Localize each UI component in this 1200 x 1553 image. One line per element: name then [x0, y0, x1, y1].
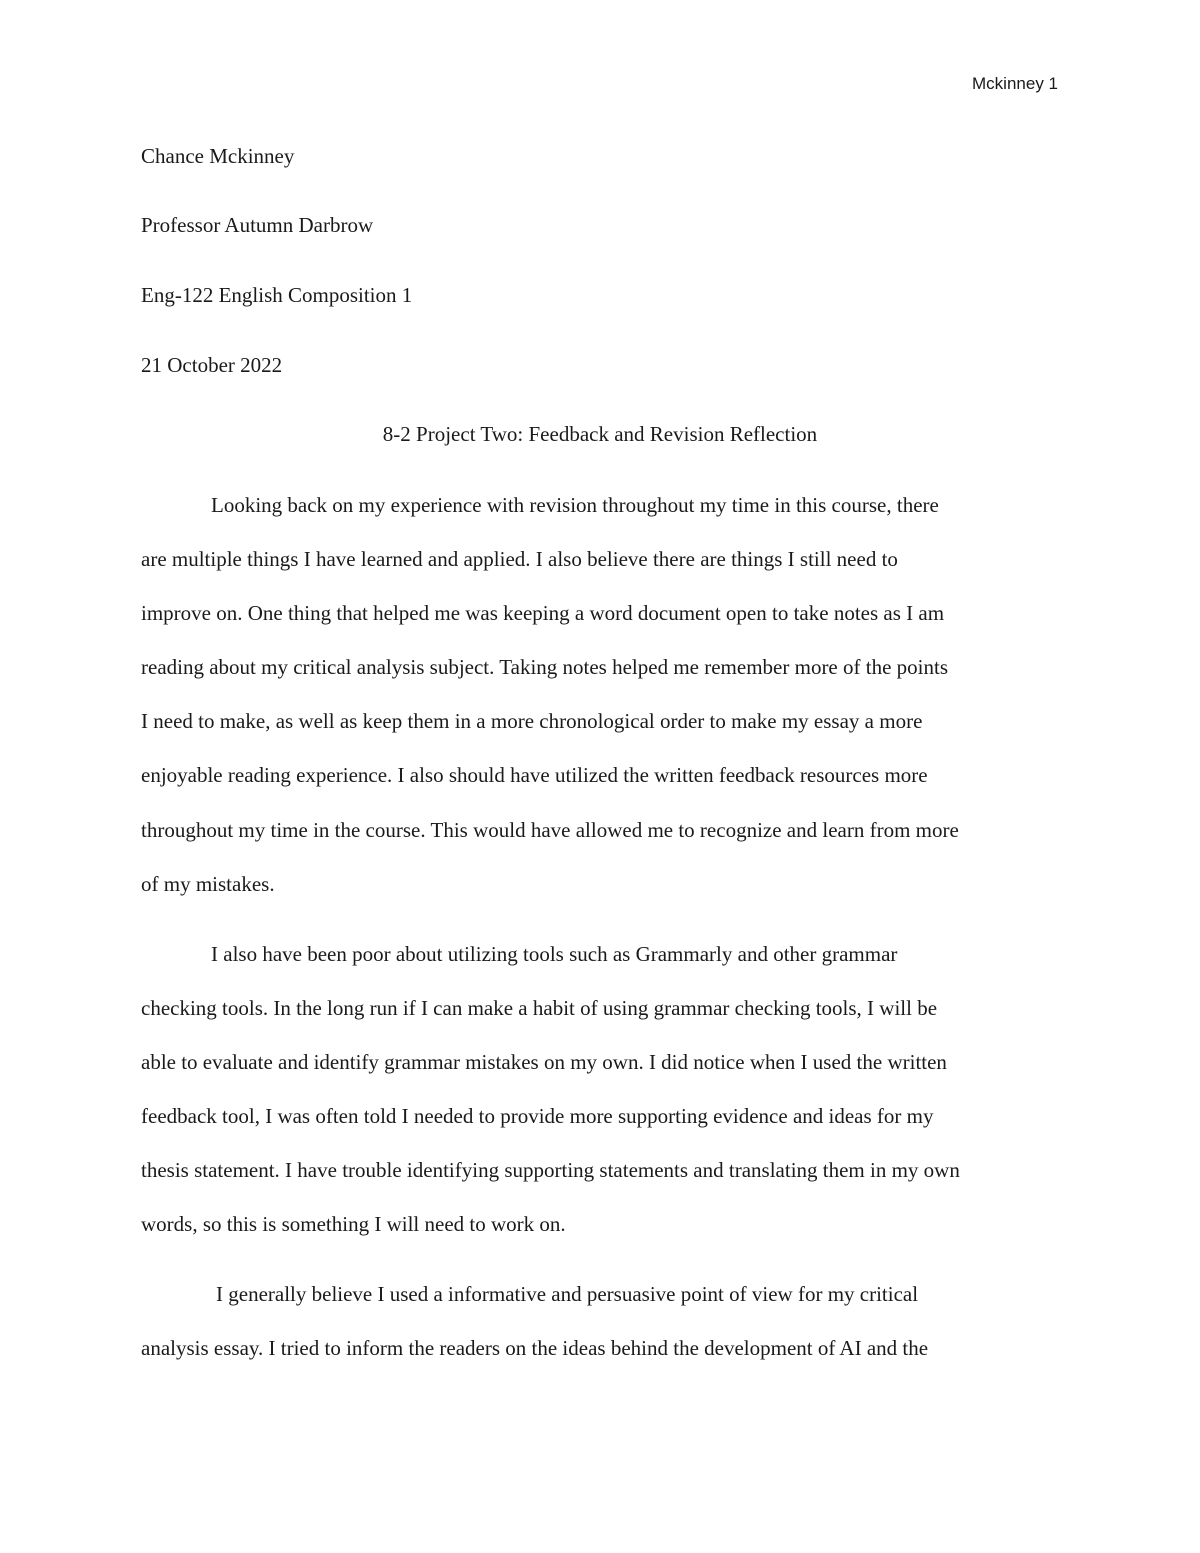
paragraph-line: improve on. One thing that helped me was keeping a word document open to take notes as I am [141, 601, 945, 625]
paragraph-line: able to evaluate and identify grammar mistakes on my own. I did notice when I used the written [141, 1050, 947, 1074]
paragraph-line: I also have been poor about utilizing tools such as Grammarly and other grammar [211, 942, 898, 966]
paragraph-line: I generally believe I used a informative and persuasive point of view for my critical [216, 1282, 919, 1306]
submission-date: 21 October 2022 [141, 353, 283, 377]
paragraph-line: are multiple things I have learned and applied. I also believe there are things I still need to [141, 547, 898, 571]
paragraph-line: throughout my time in the course. This would have allowed me to recognize and learn from more [141, 818, 959, 842]
professor-name: Professor Autumn Darbrow [141, 213, 374, 237]
paragraph-line: analysis essay. I tried to inform the readers on the ideas behind the development of AI and the [141, 1336, 929, 1360]
paragraph-line: checking tools. In the long run if I can make a habit of using grammar checking tools, I will be [141, 996, 938, 1020]
student-name: Chance Mckinney [141, 144, 295, 168]
paragraph-line: thesis statement. I have trouble identifying supporting statements and translating them in my own [141, 1158, 960, 1182]
paragraph-line: feedback tool, I was often told I needed to provide more supporting evidence and ideas for my [141, 1104, 934, 1128]
running-head: Mckinney 1 [972, 74, 1058, 93]
course-name: Eng-122 English Composition 1 [141, 283, 413, 307]
paragraph-line: of my mistakes. [141, 872, 275, 896]
paragraph-line: enjoyable reading experience. I also should have utilized the written feedback resources more [141, 763, 928, 787]
paragraph-line: words, so this is something I will need to work on. [141, 1212, 566, 1236]
essay-title: 8-2 Project Two: Feedback and Revision Reflection [382, 422, 818, 446]
paragraph-line: I need to make, as well as keep them in a more chronological order to make my essay a more [141, 709, 923, 733]
paragraph-line: reading about my critical analysis subject. Taking notes helped me remember more of the points [141, 655, 948, 679]
paragraph-line: Looking back on my experience with revision throughout my time in this course, there [211, 493, 939, 517]
